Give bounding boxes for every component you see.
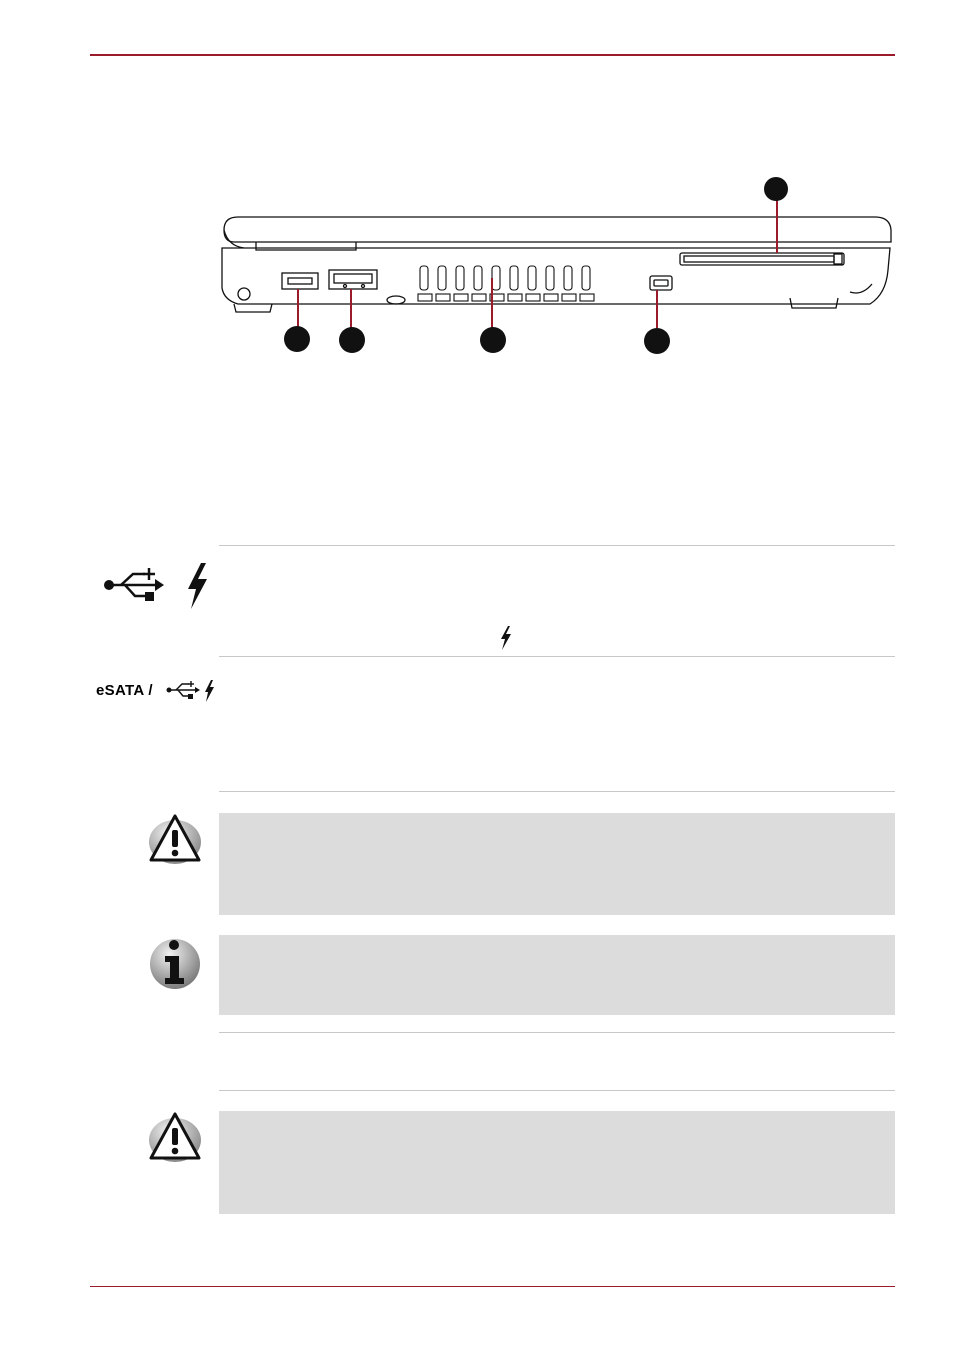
laptop-side-illustration (210, 170, 900, 360)
row-separator (219, 545, 895, 546)
callout-2 (284, 326, 310, 352)
info-icon (148, 936, 202, 990)
warning-icon (147, 812, 203, 866)
row-separator (219, 656, 895, 657)
lightning-bolt-icon (203, 680, 215, 702)
row-separator (219, 1090, 895, 1091)
caution-note (219, 813, 895, 915)
callout-5 (644, 328, 670, 354)
callout-3 (339, 327, 365, 353)
usb-icon (166, 681, 200, 699)
row-separator (219, 791, 895, 792)
lightning-bolt-icon (184, 563, 210, 609)
callout-4 (480, 327, 506, 353)
caution-note (219, 1111, 895, 1214)
warning-icon (147, 1110, 203, 1164)
callout-1 (764, 177, 788, 201)
lightning-bolt-icon (499, 626, 513, 650)
header-rule (90, 54, 895, 56)
usb-icon (103, 566, 165, 604)
row-separator (219, 1032, 895, 1033)
info-note (219, 935, 895, 1015)
footer-rule (90, 1286, 895, 1287)
esata-label: eSATA / (96, 682, 153, 699)
